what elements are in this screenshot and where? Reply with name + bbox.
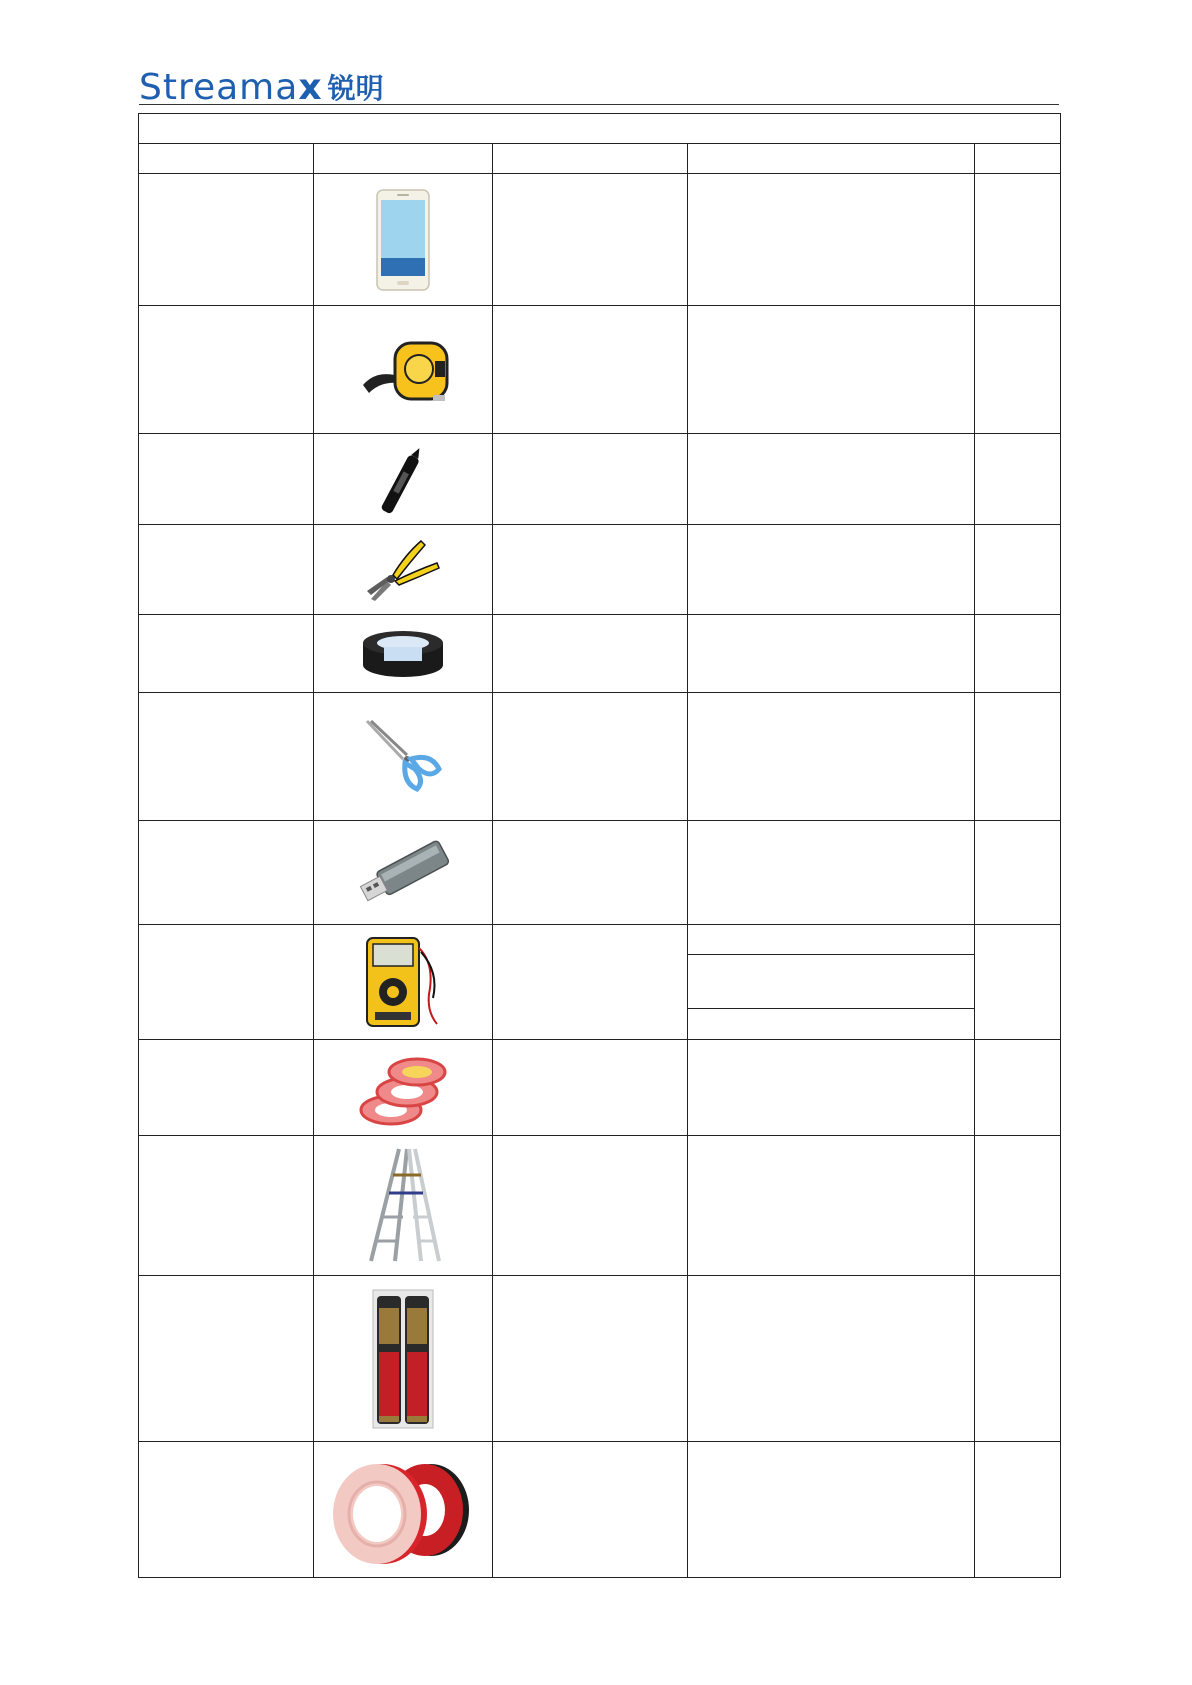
usb-drive-icon [351,836,455,910]
item-note [688,925,975,955]
item-spec [493,434,688,525]
logo-x-mark: x [298,67,322,108]
tape-measure-icon [355,335,451,405]
item-name [139,525,314,615]
item-note [688,821,975,925]
item-spec [493,821,688,925]
table-row [139,925,1061,955]
step-ladder-icon [363,1147,443,1265]
smartphone-icon [375,188,431,292]
item-image [314,434,493,525]
item-spec [493,1276,688,1442]
table-row [139,306,1061,434]
table-title [139,114,1061,144]
item-image [314,693,493,821]
tools-table [138,113,1061,1578]
column-header [314,144,493,174]
table-row [139,1276,1061,1442]
table-row [139,693,1061,821]
item-qty [975,306,1061,434]
scissors-icon [363,719,443,795]
item-spec [493,306,688,434]
item-spec [493,1442,688,1578]
item-name [139,925,314,1040]
header-rule [139,104,1059,105]
table-row [139,525,1061,615]
column-header [493,144,688,174]
logo-chinese-name: 锐明 [327,72,384,105]
item-note [688,615,975,693]
item-qty [975,1040,1061,1136]
item-image [314,525,493,615]
sealant-tubes-icon [371,1288,435,1430]
item-qty [975,1442,1061,1578]
item-spec [493,925,688,1040]
item-qty [975,174,1061,306]
item-qty [975,434,1061,525]
item-qty [975,615,1061,693]
item-name [139,1276,314,1442]
item-spec [493,1040,688,1136]
column-header [688,144,975,174]
page-header [139,68,1059,106]
item-note [688,693,975,821]
item-note [688,955,975,1009]
foam-tape-icon [333,1452,473,1568]
column-header [975,144,1061,174]
marker-pen-icon [368,442,438,516]
item-note [688,1276,975,1442]
item-note [688,525,975,615]
item-name [139,434,314,525]
item-spec [493,693,688,821]
item-spec [493,615,688,693]
column-header [139,144,314,174]
insulating-tape-icon [360,629,446,679]
item-spec [493,525,688,615]
streamax-logo [139,68,384,106]
item-spec [493,1136,688,1276]
item-image [314,306,493,434]
table-row [139,821,1061,925]
item-qty [975,693,1061,821]
item-qty [975,1276,1061,1442]
item-name [139,174,314,306]
table-row [139,1442,1061,1578]
item-note [688,1040,975,1136]
item-image [314,1442,493,1578]
item-image [314,1276,493,1442]
item-note [688,1136,975,1276]
multimeter-icon [363,934,443,1030]
item-qty [975,925,1061,1040]
item-note [688,306,975,434]
item-image [314,1040,493,1136]
table-header-row [139,144,1061,174]
item-name [139,306,314,434]
item-name [139,1040,314,1136]
item-note [688,174,975,306]
item-note [688,434,975,525]
item-spec [493,174,688,306]
table-row [139,615,1061,693]
item-name [139,615,314,693]
item-qty [975,525,1061,615]
item-qty [975,821,1061,925]
item-qty [975,1136,1061,1276]
item-note [688,1442,975,1578]
double-sided-tape-icon [355,1048,451,1128]
logo-wordmark: Streama [139,67,299,108]
table-row [139,434,1061,525]
item-image [314,925,493,1040]
table-title-row [139,114,1061,144]
item-image [314,821,493,925]
item-name [139,1136,314,1276]
table-row [139,1040,1061,1136]
pliers-icon [365,537,441,603]
item-note [688,1009,975,1040]
table-row [139,1136,1061,1276]
item-name [139,821,314,925]
item-image [314,1136,493,1276]
item-image [314,174,493,306]
item-name [139,1442,314,1578]
table-row [139,174,1061,306]
item-image [314,615,493,693]
item-name [139,693,314,821]
